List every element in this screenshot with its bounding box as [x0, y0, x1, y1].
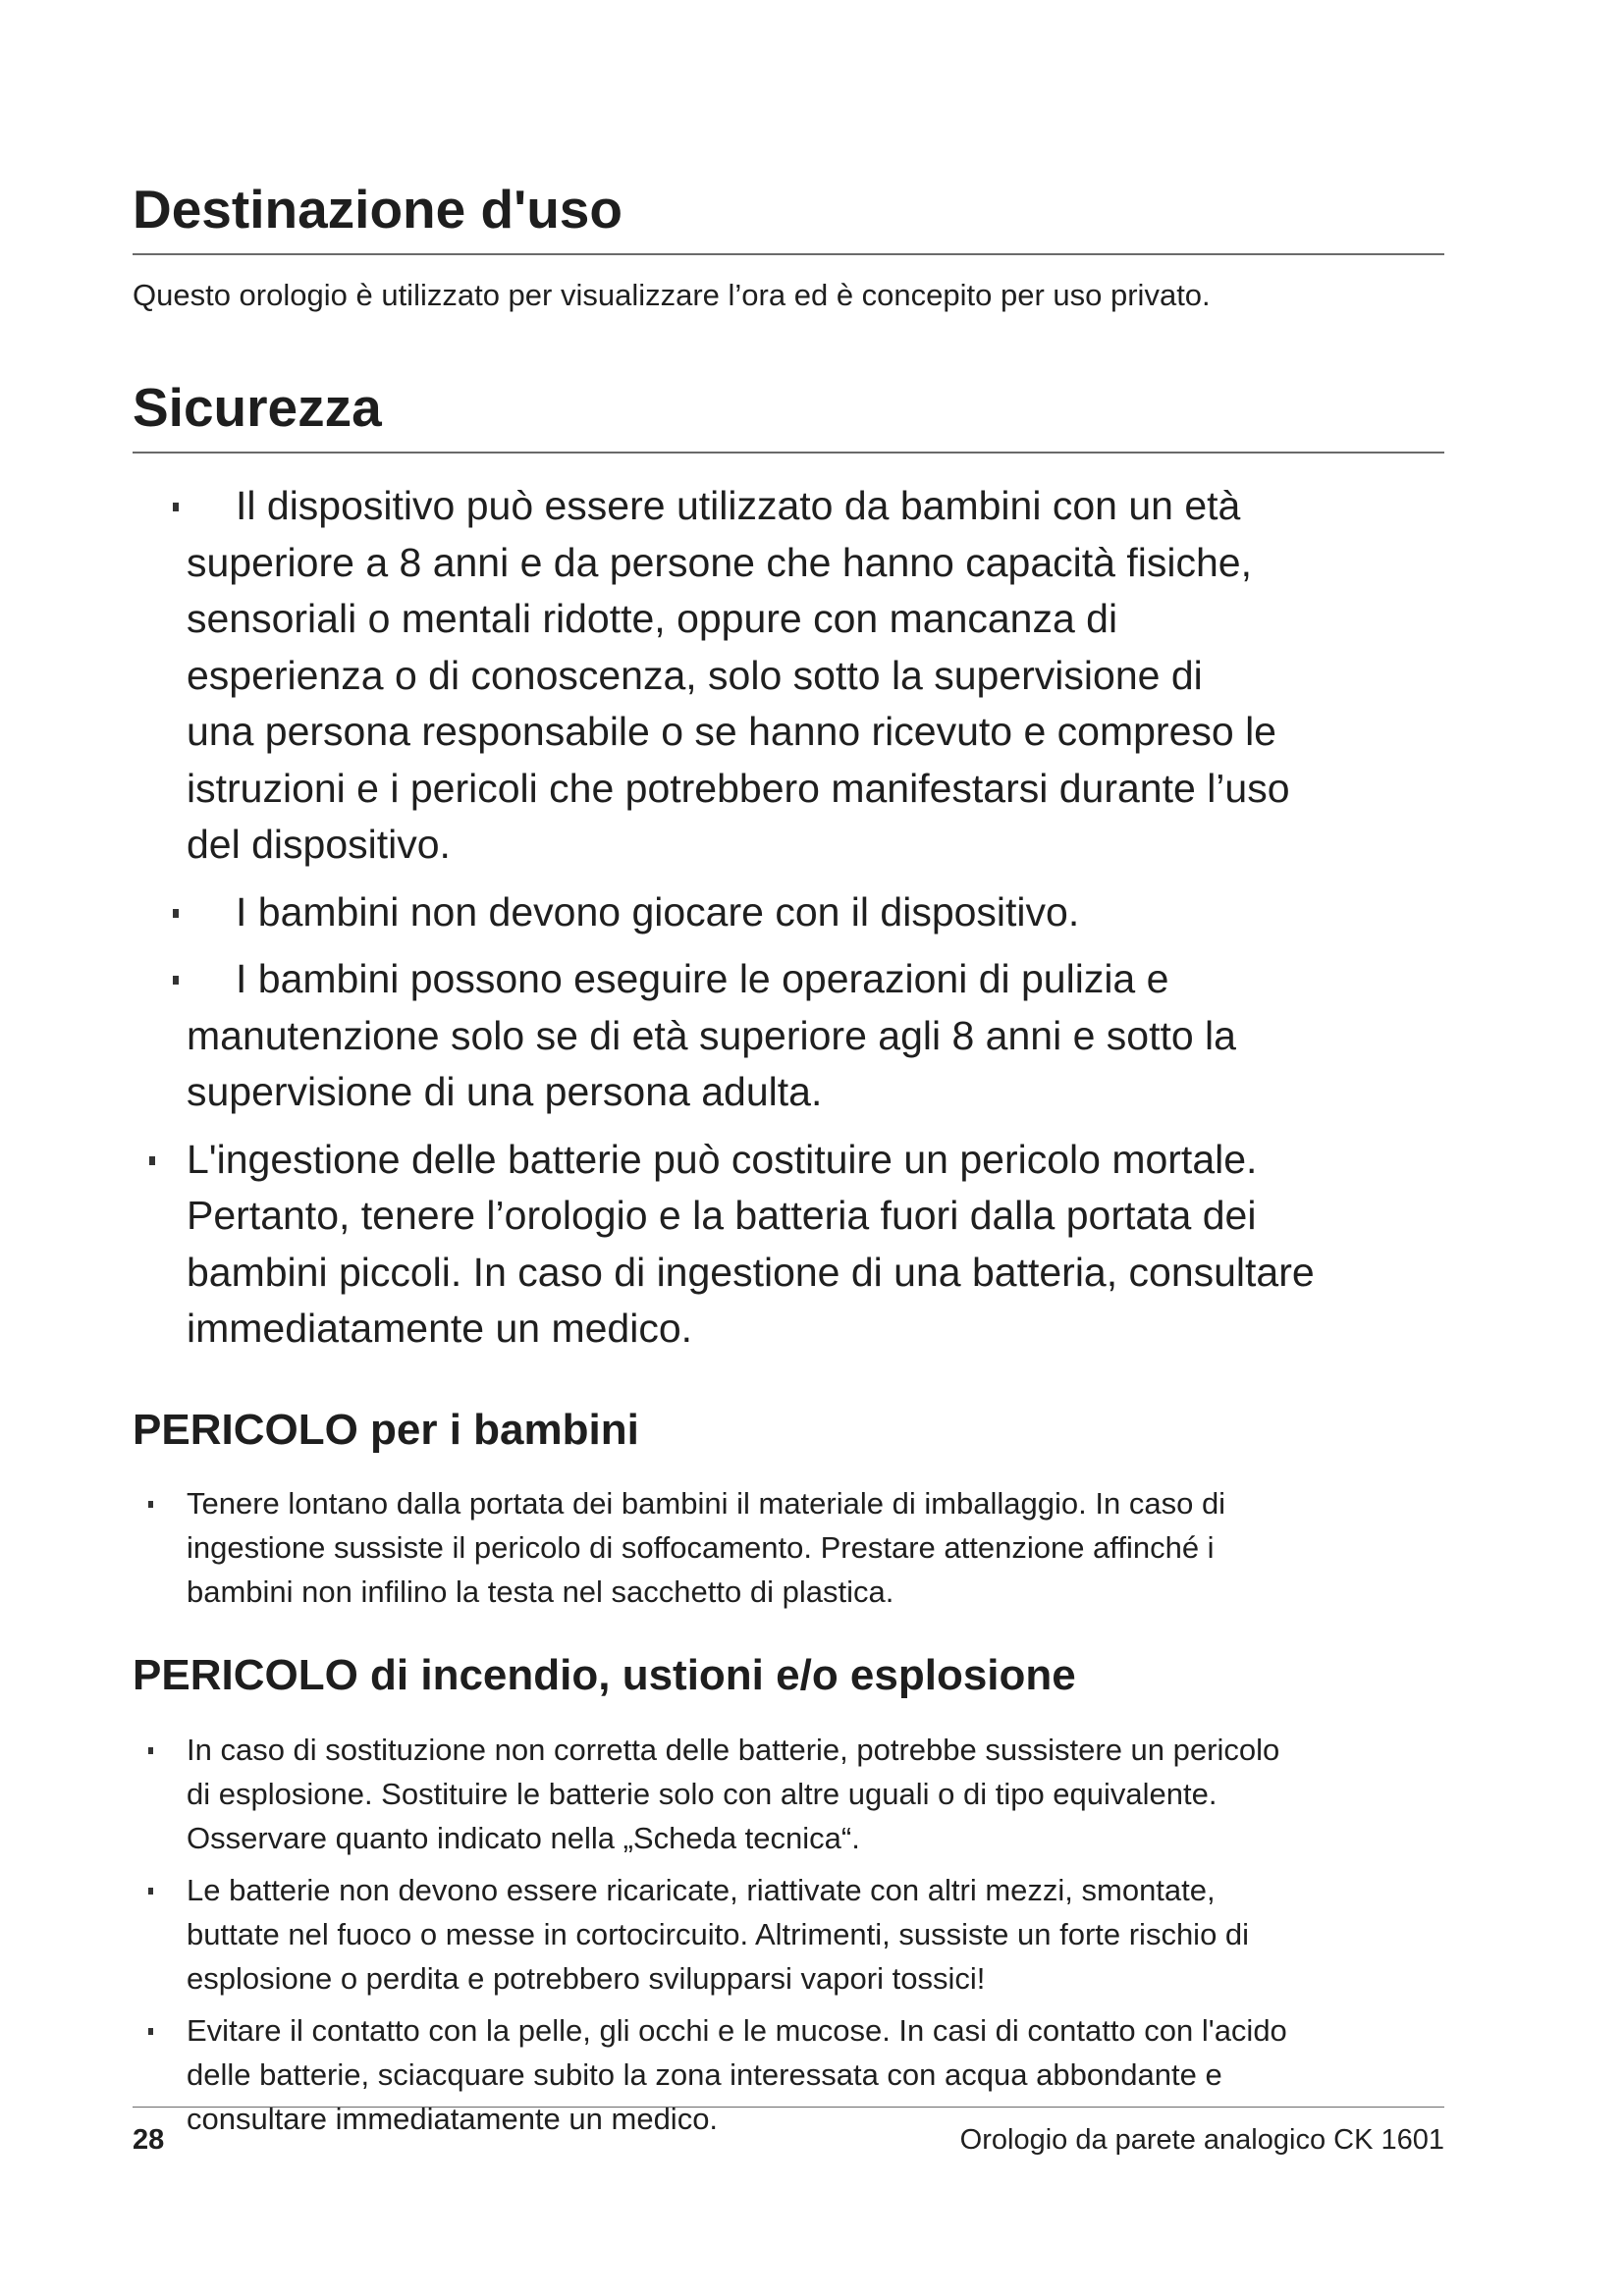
bullet-icon [149, 1156, 155, 1165]
list-item-line: Le batterie non devono essere ricaricate, riattivate con altri mezzi, smontate, [187, 1873, 1216, 1907]
section-title-usage: Destinazione d'uso [133, 179, 623, 240]
list-item-line: una persona responsabile o se hanno ricevuto e compreso le [187, 709, 1276, 754]
children-danger-list [133, 1481, 1225, 1614]
list-item-line: Osservare quanto indicato nella „Scheda tecnica“. [187, 1821, 860, 1855]
section-title-children-danger: PERICOLO per i bambini [133, 1406, 639, 1454]
section-title-fire-danger: PERICOLO di incendio, ustioni e/o esplosione [133, 1651, 1076, 1699]
bullet-icon [173, 503, 179, 511]
bullet-icon [148, 1888, 153, 1895]
list-item-line: Evitare il contatto con la pelle, gli occhi e le mucose. In casi di contatto con l'acido [187, 2013, 1287, 2048]
bullet-icon [148, 1501, 153, 1508]
list-item-line: L'ingestione delle batterie può costituire un pericolo mortale. [187, 1136, 1258, 1182]
list-item-line: consultare immediatamente un medico. [187, 2102, 719, 2136]
page-number: 28 [133, 2124, 165, 2156]
list-item [133, 884, 1315, 941]
bullet-icon [173, 909, 179, 918]
list-item [133, 951, 1315, 1121]
list-item-line: manutenzione solo se di età superiore agli 8 anni e sotto la [187, 1012, 1236, 1058]
list-item [133, 2008, 1287, 2141]
list-item-line: esplosione o perdita e potrebbero svilupparsi vapori tossici! [187, 1961, 986, 1996]
list-item [133, 478, 1315, 874]
usage-text: Questo orologio è utilizzato per visualizzare l’ora ed è concepito per uso privato. [133, 278, 1211, 312]
list-item [133, 1868, 1287, 2001]
list-item-line: istruzioni e i pericoli che potrebbero manifestarsi durante l’uso [187, 765, 1290, 811]
list-item [133, 1132, 1315, 1358]
section-divider [133, 452, 1444, 454]
section-title-safety: Sicurezza [133, 377, 382, 438]
list-item-line: sensoriali o mentali ridotte, oppure con mancanza di [187, 596, 1118, 641]
list-item-line: del dispositivo. [187, 822, 451, 867]
list-item-line: superiore a 8 anni e da persone che hanno capacità fisiche, [187, 539, 1252, 585]
list-item-line: immediatamente un medico. [187, 1306, 693, 1351]
bullet-icon [148, 1747, 153, 1754]
list-item-line: I bambini possono eseguire le operazioni di pulizia e [236, 956, 1169, 1001]
list-item-line: I bambini non devono giocare con il dispositivo. [236, 888, 1080, 934]
list-item-line: In caso di sostituzione non corretta delle batterie, potrebbe sussistere un pericolo [187, 1733, 1280, 1767]
list-item-line: buttate nel fuoco o messe in cortocircuito. Altrimenti, sussiste un forte rischio di [187, 1917, 1250, 1951]
safety-list [133, 478, 1315, 1358]
list-item-line: Tenere lontano dalla portata dei bambini il materiale di imballaggio. In caso di [187, 1486, 1226, 1521]
list-item [133, 1728, 1287, 1860]
list-item-line: bambini non infilino la testa nel sacchetto di plastica. [187, 1575, 894, 1609]
list-item-line: esperienza o di conoscenza, solo sotto la supervisione di [187, 652, 1203, 698]
fire-danger-list [133, 1728, 1287, 2141]
list-item-line: delle batterie, sciacquare subito la zona interessata con acqua abbondante e [187, 2057, 1222, 2092]
section-divider [133, 253, 1444, 255]
bullet-icon [173, 976, 179, 985]
document-page [133, 0, 1444, 2296]
footer-divider [133, 2107, 1444, 2108]
list-item-line: ingestione sussiste il pericolo di soffocamento. Prestare attenzione affinché i [187, 1530, 1215, 1565]
footer-product-name: Orologio da parete analogico CK 1601 [959, 2124, 1444, 2156]
list-item-line: di esplosione. Sostituire le batterie solo con altre uguali o di tipo equivalente. [187, 1777, 1218, 1811]
list-item [133, 1481, 1225, 1614]
list-item-line: bambini piccoli. In caso di ingestione di una batteria, consultare [187, 1249, 1315, 1295]
list-item-line: supervisione di una persona adulta. [187, 1069, 823, 1114]
bullet-icon [148, 2028, 153, 2035]
list-item-line: Pertanto, tenere l’orologio e la batteria fuori dalla portata dei [187, 1193, 1257, 1238]
list-item-line: Il dispositivo può essere utilizzato da bambini con un età [236, 483, 1241, 528]
